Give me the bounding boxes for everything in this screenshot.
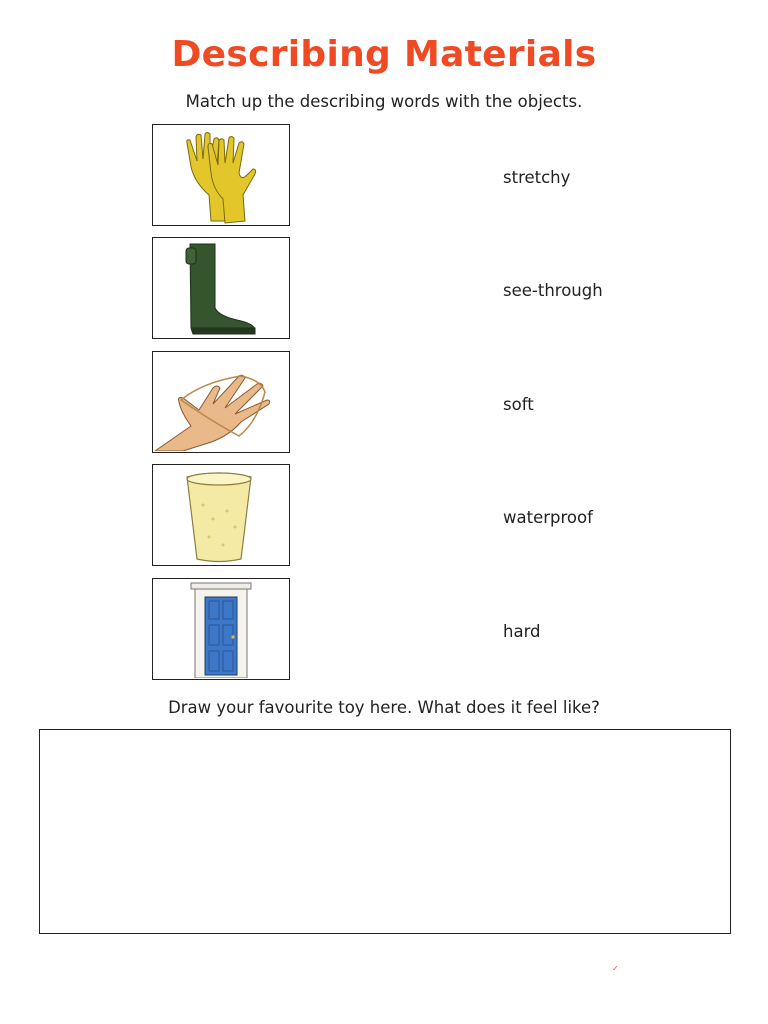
wellington-boot-icon bbox=[153, 238, 288, 337]
word-see-through: see-through bbox=[503, 281, 603, 300]
word-hard: hard bbox=[503, 622, 541, 641]
hand-with-elastic-band-icon bbox=[153, 352, 288, 451]
page-title: Describing Materials bbox=[171, 34, 597, 75]
picture-box-boot bbox=[152, 237, 290, 339]
glass-of-lemonade-icon bbox=[153, 465, 288, 564]
footer-mark: ✓ bbox=[612, 964, 619, 973]
blue-door-icon bbox=[153, 579, 288, 678]
word-stretchy: stretchy bbox=[503, 168, 571, 187]
instruction-text: Match up the describing words with the objects. bbox=[185, 92, 583, 111]
picture-box-glass bbox=[152, 464, 290, 566]
rubber-gloves-icon bbox=[153, 125, 288, 224]
picture-box-door bbox=[152, 578, 290, 680]
word-soft: soft bbox=[503, 395, 534, 414]
picture-box-hand bbox=[152, 351, 290, 453]
picture-box-gloves bbox=[152, 124, 290, 226]
drawing-prompt: Draw your favourite toy here. What does it feel like? bbox=[168, 698, 600, 717]
word-waterproof: waterproof bbox=[503, 508, 593, 527]
drawing-area[interactable] bbox=[39, 729, 731, 934]
